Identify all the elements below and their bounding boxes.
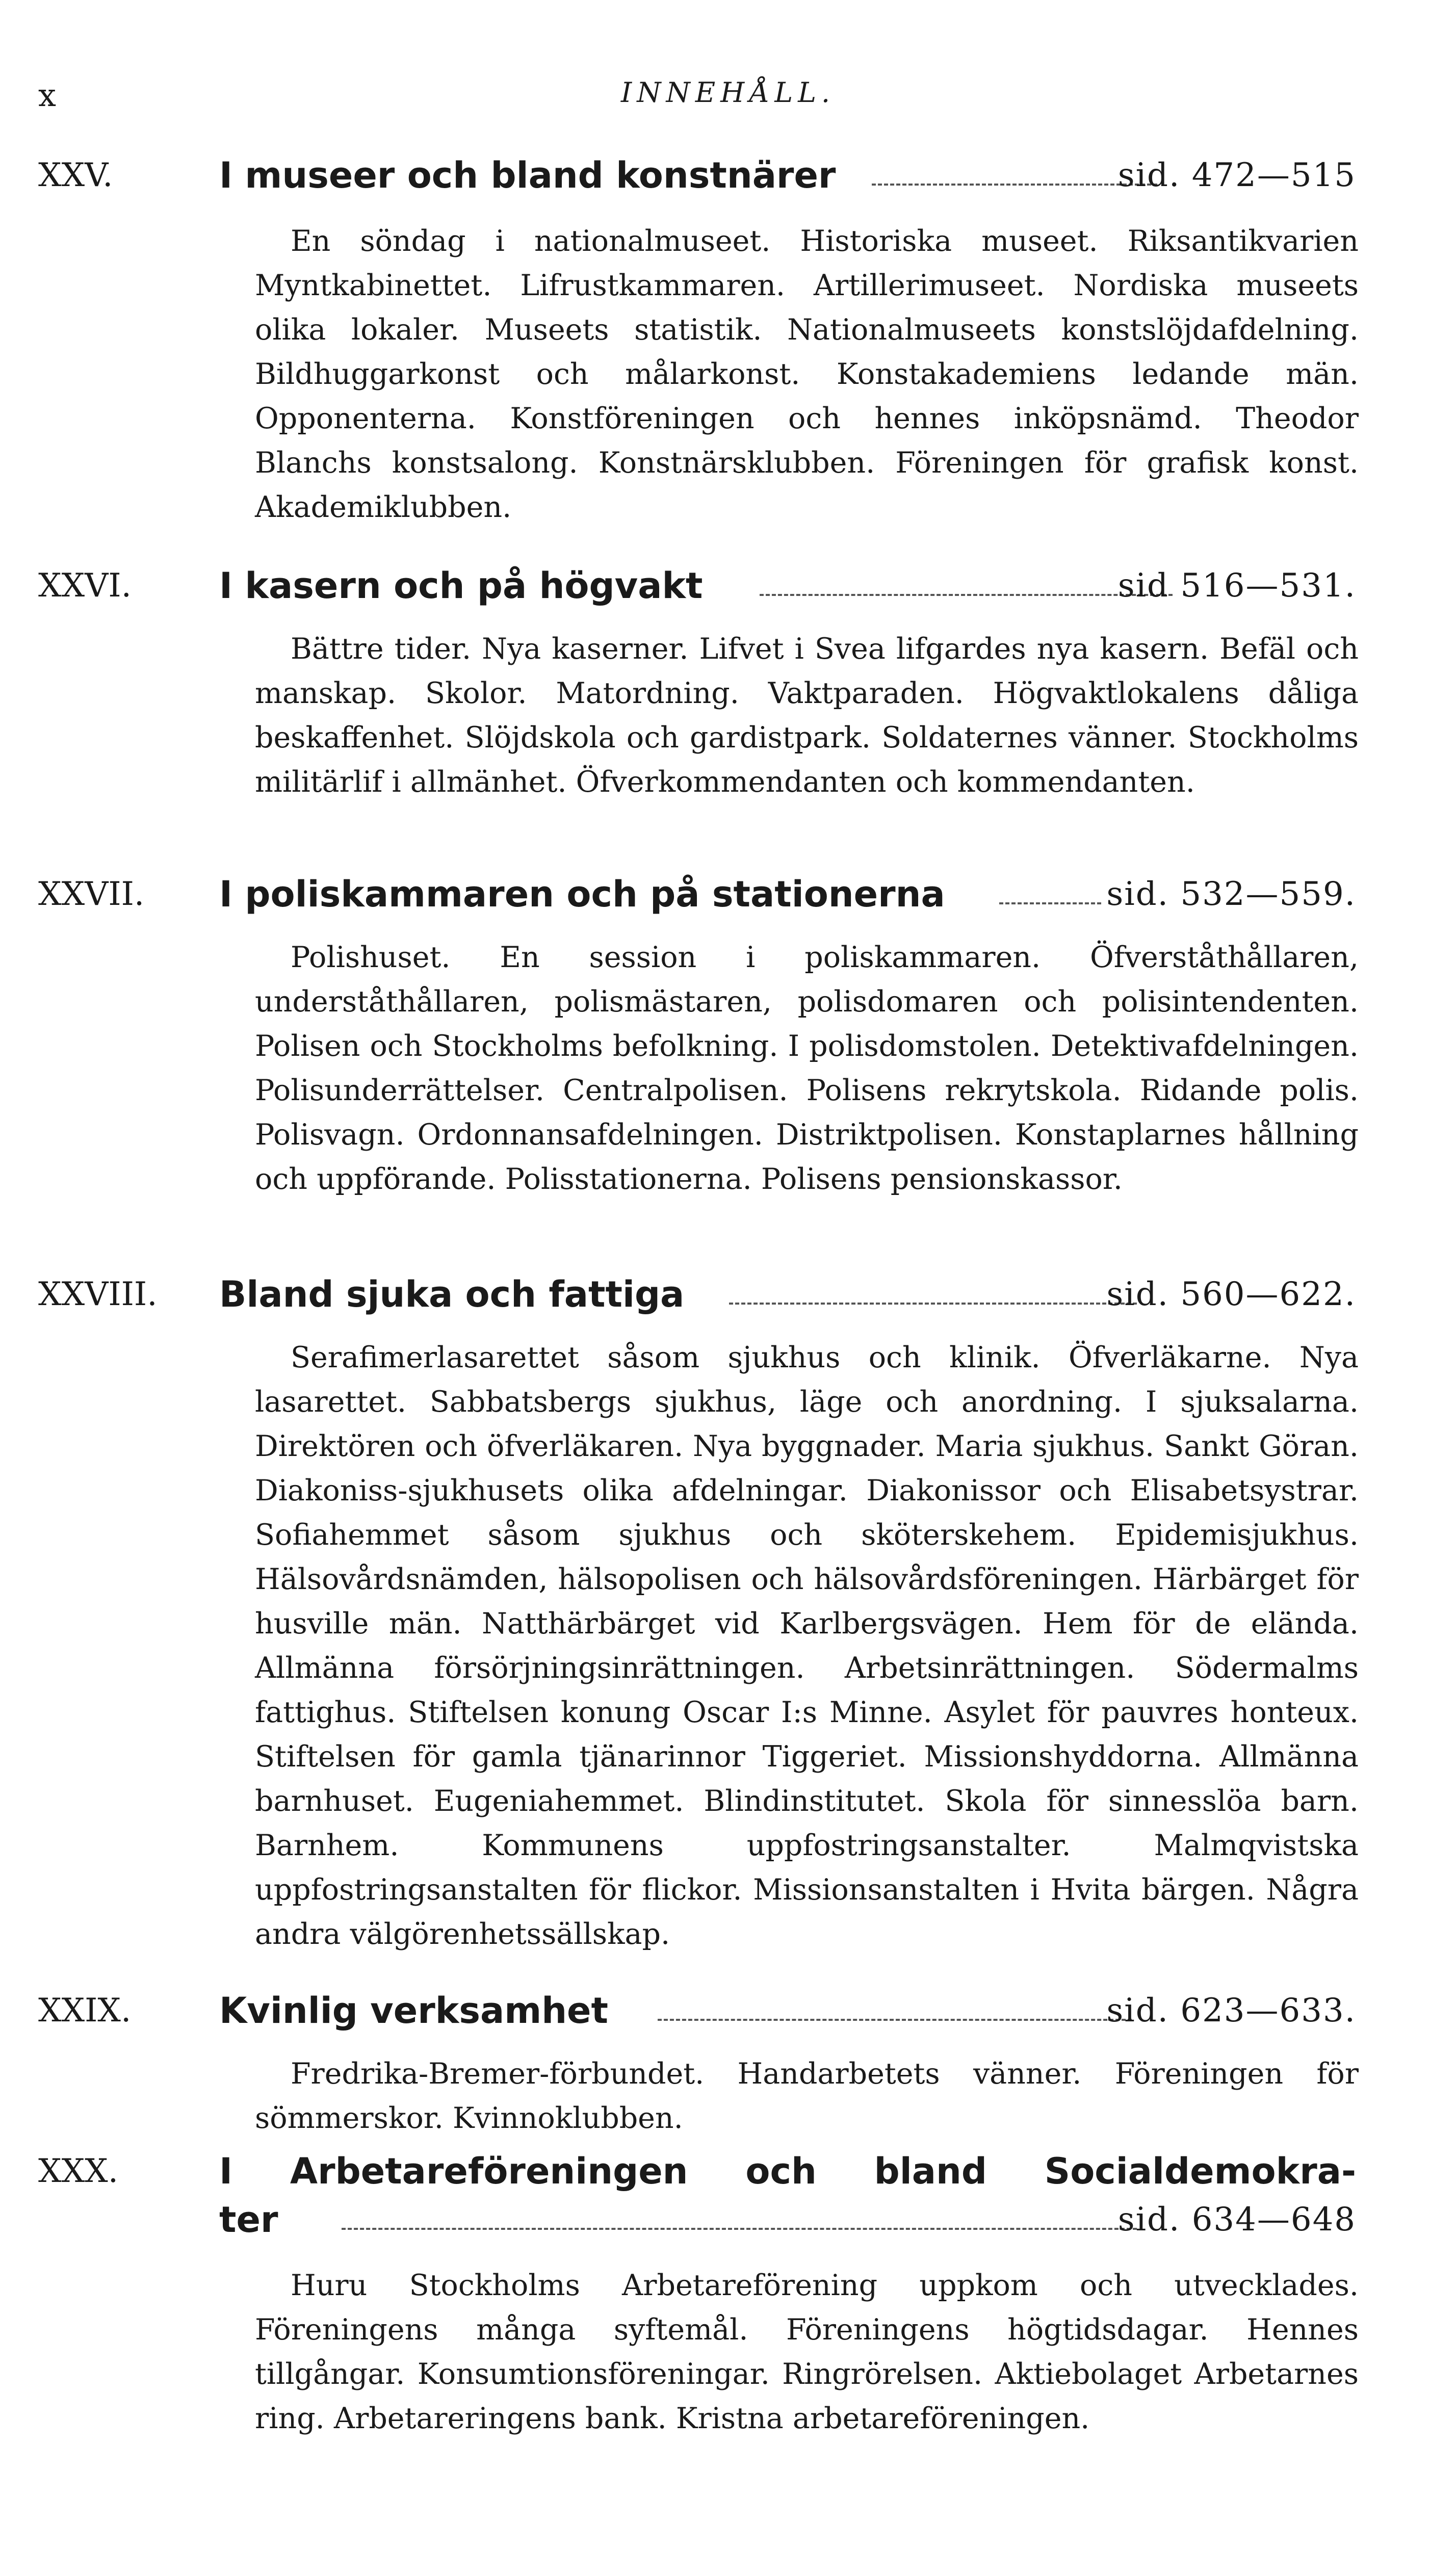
chapter-summary: Polishuset. En session i poliskammaren. Öfverståthållaren, underståthållaren, polismästaren, polisdomaren och polisintendenten. Polisen och Stockholms befolkning. I polisdomstolen. Detektivafdelningen. Polisunderrättelser. Centralpolisen. Polisens rekrytskola. Ridande polis. Polisvagn. Ordonnansafdelningen. Distriktpolisen. Konstaplarnes hållning och uppförande. Polisstationerna. Polisens pensionskassor. — [255, 941, 1359, 1196]
chapter-numeral: XXX. — [38, 2152, 119, 2190]
chapter-numeral: XXVII. — [38, 875, 145, 913]
chapter-title: I kasern och på högvakt — [219, 565, 703, 607]
chapter-title-line — [219, 2197, 1356, 2243]
chapter-title-word: bland — [874, 2150, 987, 2192]
chapter-title: Bland sjuka och fattiga — [219, 1273, 685, 1315]
chapter-title-word: I — [219, 2150, 233, 2192]
leader-dots — [760, 563, 1173, 596]
page-number: x — [38, 76, 56, 114]
chapter-summary: Huru Stockholms Arbetareförening uppkom och utvecklades. Föreningens många syftemål. Föreningens högtidsdagar. Hennes tillgångar. Konsumtionsföreningar. Ringrörelsen. Aktiebolaget Arbetarnes ring. Arbetareringens bank. Kristna arbetareföreningen. — [255, 2269, 1359, 2435]
leader-dots — [872, 153, 1157, 186]
chapter-numeral: XXVI. — [38, 567, 132, 605]
chapter-numeral: XXV. — [38, 157, 113, 194]
chapter-numeral: XXIX. — [38, 1992, 132, 2030]
chapter-title-line — [219, 563, 1356, 609]
chapter-title-line — [219, 1272, 1356, 1318]
page-range: sid. 634—648 — [1117, 2201, 1356, 2239]
page-range: sid. 623—633. — [1106, 1992, 1356, 2030]
chapter-title-continuation: ter — [219, 2199, 278, 2241]
leader-dots — [342, 2197, 1137, 2230]
page-range: sid. 472—515 — [1117, 157, 1356, 194]
chapter-title-word: Socialdemokra- — [1044, 2150, 1356, 2192]
chapter-numeral: XXVIII. — [38, 1276, 158, 1313]
chapter-title: I poliskammaren och på stationerna — [219, 873, 945, 915]
chapter-title-line — [219, 1988, 1356, 2034]
leader-dots — [999, 872, 1101, 904]
chapter-title — [219, 2149, 1356, 2194]
chapter-title: Kvinlig verksamhet — [219, 1990, 608, 2032]
chapter-title: I museer och bland konstnärer — [219, 154, 836, 196]
chapter-title-word: och — [745, 2150, 817, 2192]
running-title: INNEHÅLL. — [620, 76, 836, 109]
chapter-summary: Fredrika-Bremer-förbundet. Handarbetets vänner. Föreningen för sömmerskor. Kvinnoklubben. — [255, 2057, 1359, 2135]
page-range: sid 516—531. — [1117, 567, 1356, 605]
page-header — [0, 76, 1456, 127]
leader-dots — [729, 1272, 1137, 1305]
chapter-title-line — [219, 872, 1356, 918]
leader-dots — [658, 1988, 1132, 2021]
chapter-title-word: Arbetareföreningen — [290, 2150, 688, 2192]
chapter-title-line — [219, 2149, 1356, 2195]
chapter-title-line — [219, 153, 1356, 199]
chapter-summary: Bättre tider. Nya kaserner. Lifvet i Svea lifgardes nya kasern. Befäl och manskap. Skolor. Matordning. Vaktparaden. Högvaktlokalens dåliga beskaffenhet. Slöjdskola och gardistpark. Soldaternes vänner. Stockholms militärlif i allmänhet. Öfverkommendanten och kommendanten. — [255, 632, 1359, 799]
chapter-summary: Serafimerlasarettet såsom sjukhus och klinik. Öfverläkarne. Nya lasarettet. Sabbatsbergs sjukhus, läge och anordning. I sjuksalarna. Direktören och öfverläkaren. Nya byggnader. Maria sjukhus. Sankt Göran. Diakoniss-sjukhusets olika afdelningar. Diakonissor och Elisabetsystrar. Sofiahemmet såsom sjukhus och sköterskehem. Epidemisjukhus. Hälsovårdsnämden, hälsopolisen och hälsovårdsföreningen. Härbärget för husville män. Natthärbärget vid Karlbergsvägen. Hem för de elända. Allmänna försörjningsinrättningen. Arbetsinrättningen. Södermalms fattighus. Stiftelsen konung Oscar I:s Minne. Asylet för pauvres honteux. Stiftelsen för gamla tjänarinnor Tiggeriet. Missionshyddorna. Allmänna barnhuset. Eugeniahemmet. Blindinstitutet. Skola för sinnesslöa barn. Barnhem. Kommunens uppfostringsanstalter. Malmqvistska uppfostringsanstalten för flickor. Missionsanstalten i Hvita bärgen. Några andra välgörenhetssällskap. — [255, 1341, 1359, 1951]
page-range: sid. 532—559. — [1106, 875, 1356, 913]
chapter-summary: En söndag i nationalmuseet. Historiska museet. Riksantikvarien Myntkabinettet. Lifrustkammaren. Artillerimuseet. Nordiska museets olika lokaler. Museets statistik. Nationalmuseets konstslöjdafdelning. Bildhuggarkonst och målarkonst. Konstakademiens ledande män. Opponenterna. Konstföreningen och hennes inköpsnämd. Theodor Blanchs konstsalong. Konstnärsklubben. Föreningen för grafisk konst. Akademiklubben. — [255, 224, 1359, 524]
page-range: sid. 560—622. — [1106, 1276, 1356, 1313]
